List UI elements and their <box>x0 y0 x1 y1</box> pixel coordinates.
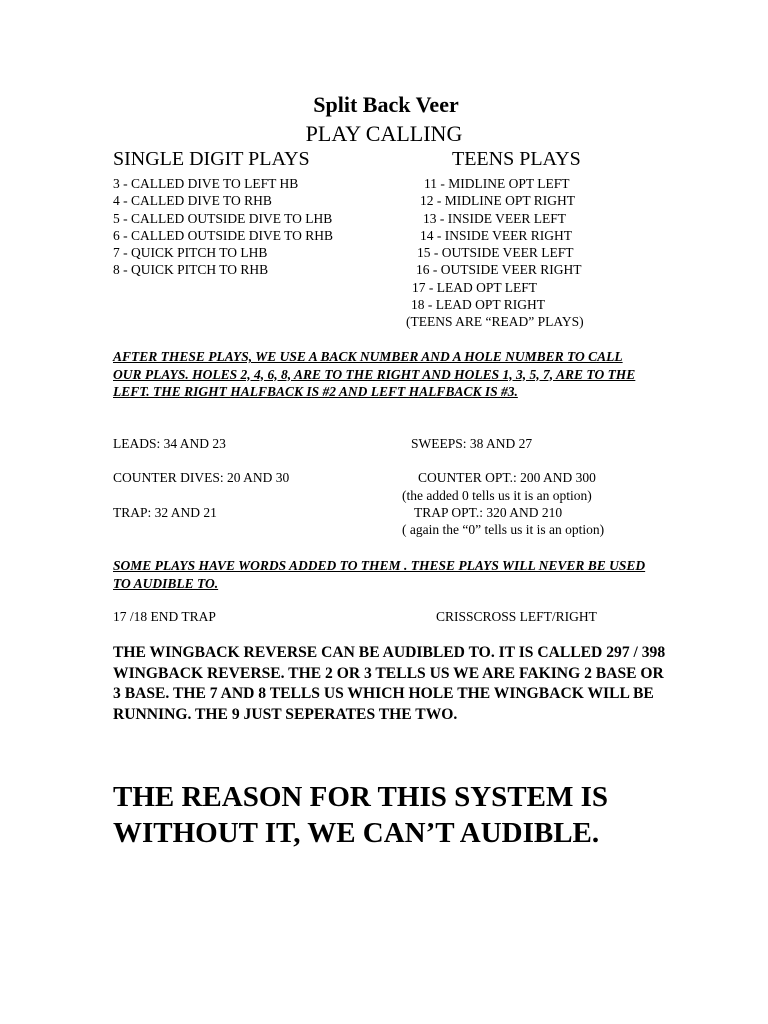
trap-opt-note: ( again the “0” tells us it is an option) <box>402 522 605 537</box>
doc-subtitle: PLAY CALLING <box>305 121 463 146</box>
list-item: 6 - CALLED OUTSIDE DIVE TO RHB <box>113 227 333 243</box>
list-item: 14 - INSIDE VEER RIGHT <box>420 227 572 243</box>
single-digit-heading: SINGLE DIGIT PLAYS <box>113 148 310 170</box>
counter-opt-text: COUNTER OPT.: 200 AND 300 <box>418 470 596 485</box>
trap-text: TRAP: 32 AND 21 <box>113 505 217 520</box>
list-item: 18 - LEAD OPT RIGHT <box>411 297 545 313</box>
list-item: 13 - INSIDE VEER LEFT <box>423 210 566 226</box>
crisscross-text: CRISSCROSS LEFT/RIGHT <box>436 609 597 624</box>
list-item: 12 - MIDLINE OPT RIGHT <box>420 193 575 209</box>
list-item: 5 - CALLED OUTSIDE DIVE TO LHB <box>113 210 333 226</box>
leads-text: LEADS: 34 AND 23 <box>113 436 226 451</box>
list-item: 3 - CALLED DIVE TO LEFT HB <box>113 176 299 191</box>
list-item: 7 - QUICK PITCH TO LHB <box>113 245 268 261</box>
doc-title: Split Back Veer <box>313 92 459 117</box>
end-trap-text: 17 /18 END TRAP <box>113 609 216 624</box>
trap-opt-text: TRAP OPT.: 320 AND 210 <box>414 505 563 520</box>
reason-statement: THE REASON FOR THIS SYSTEM IS WITHOUT IT, WE CAN’T AUDIBLE. <box>113 781 609 849</box>
list-item: 8 - QUICK PITCH TO RHB <box>113 262 269 278</box>
list-item: 15 - OUTSIDE VEER LEFT <box>417 245 574 261</box>
list-item: 16 - OUTSIDE VEER RIGHT <box>416 262 582 278</box>
teens-heading: TEENS PLAYS <box>452 148 581 170</box>
wingback-paragraph: THE WINGBACK REVERSE CAN BE AUDIBLED TO. IT IS CALLED 297 / 398 WINGBACK REVERSE. THE 2 OR 3 TELLS US WE ARE FAKING 2 BASE OR 3 BASE. THE 7 AND 8 TELLS US WHICH HOLE THE WINGBACK WILL BE RUNNING. THE 9 JUST SEPERATES THE TWO. <box>113 644 666 723</box>
back-number-note: AFTER THESE PLAYS, WE USE A BACK NUMBER AND A HOLE NUMBER TO CALL OUR PLAYS. HOLES 2, 4, 6, 8, ARE TO THE RIGHT AND HOLES 1, 3, 5, 7, ARE TO THE LEFT. THE RIGHT HALFBACK IS #2 AND LEFT HALFBACK IS #3. <box>113 349 636 399</box>
list-item: 17 - LEAD OPT LEFT <box>412 279 537 295</box>
list-item: 4 - CALLED DIVE TO RHB <box>113 193 272 209</box>
counter-dives-text: COUNTER DIVES: 20 AND 30 <box>113 470 290 485</box>
list-item: 11 - MIDLINE OPT LEFT <box>424 176 570 191</box>
teens-note: (TEENS ARE “READ” PLAYS) <box>406 314 584 330</box>
sweeps-text: SWEEPS: 38 AND 27 <box>411 436 533 451</box>
counter-opt-note: (the added 0 tells us it is an option) <box>402 488 592 503</box>
teens-plays-list <box>0 175 584 331</box>
words-added-note: SOME PLAYS HAVE WORDS ADDED TO THEM . THESE PLAYS WILL NEVER BE USED TO AUDIBLE TO. <box>113 558 646 591</box>
